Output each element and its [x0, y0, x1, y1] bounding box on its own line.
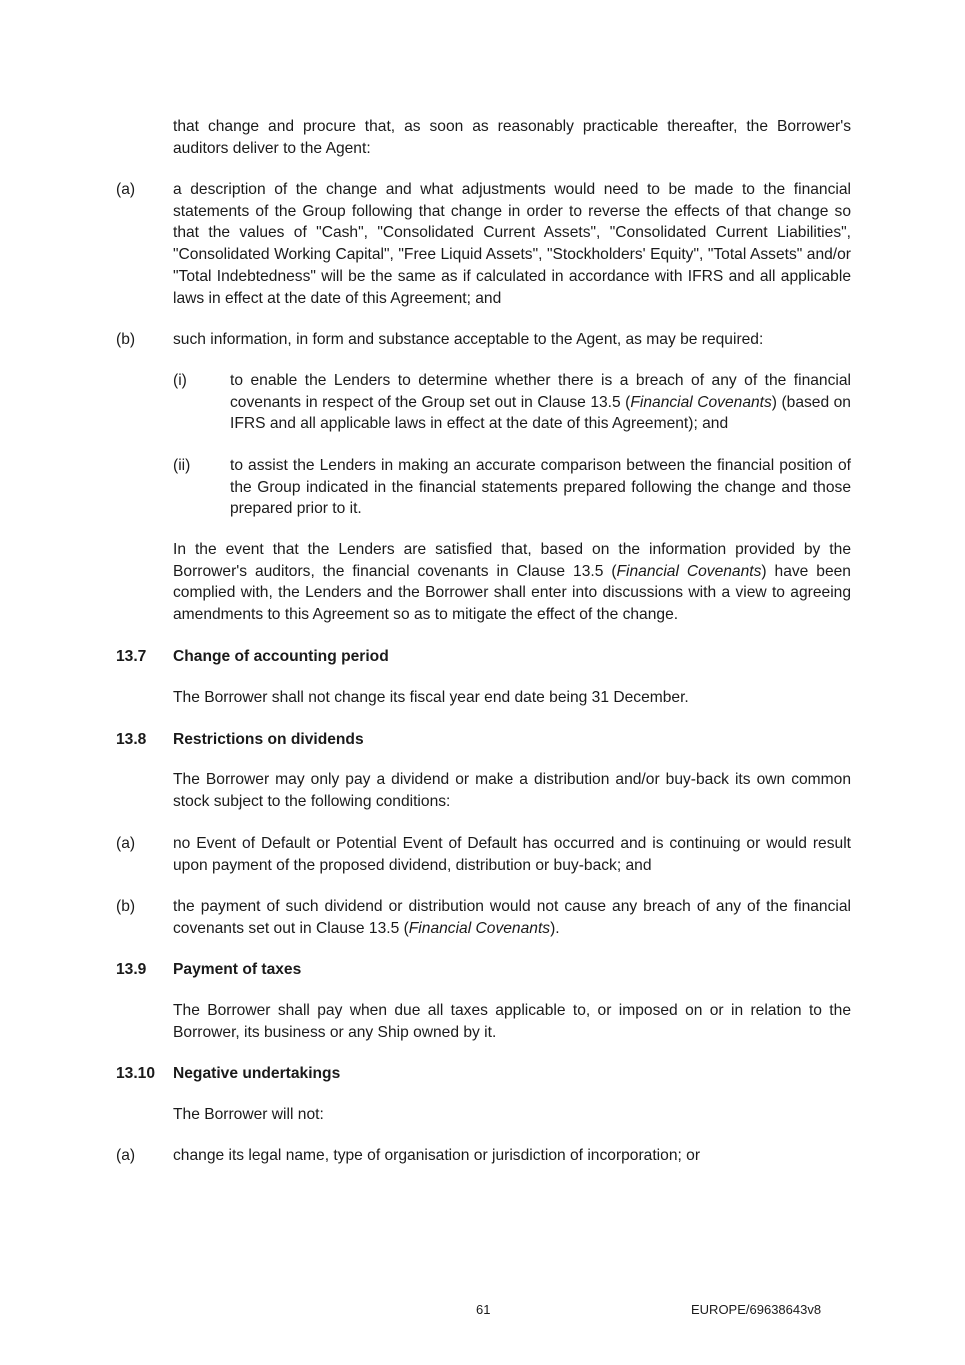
section-13-10-a-label: (a): [116, 1147, 136, 1164]
sub-item-i-text-before: to enable the Lenders to determine whether there is a breach of any of the financial covenants in respect of the Group set out in Clause 13.5 (: [230, 372, 851, 411]
section-13-10-title: Negative undertakings: [173, 1065, 341, 1082]
sub-item-ii-text: to assist the Lenders in making an accurate comparison between the financial position of the Group indicated in the financial statements prepared following the change and those prepared prior to it.: [230, 457, 851, 518]
document-reference: EUROPE/69638643v8: [691, 1302, 822, 1317]
sub-item-i-text: [230, 370, 851, 435]
section-13-9-title: Payment of taxes: [173, 961, 302, 978]
sub-item-ii-label: (ii): [173, 457, 191, 474]
section-13-7-number: 13.7: [116, 648, 147, 665]
section-13-9-body: The Borrower shall pay when due all taxes applicable to, or imposed on or in relation to the Borrower, its business or any Ship owned by it.: [173, 1002, 851, 1041]
section-13-8-b-text: [173, 896, 851, 939]
section-13-10-a-text: change its legal name, type of organisation or jurisdiction of incorporation; or: [173, 1147, 701, 1164]
sub-item-i-label: (i): [173, 372, 187, 389]
section-13-8-b-text-italic: Financial Covenants: [408, 919, 551, 937]
section-13-8-body: The Borrower may only pay a dividend or make a distribution and/or buy-back its own common stock subject to the following conditions:: [173, 771, 851, 810]
sub-item-i-text-italic: Financial Covenants: [630, 393, 772, 411]
section-13-8-a-text: no Event of Default or Potential Event of Default has occurred and is continuing or would result upon payment of the proposed dividend, distribution or buy-back; and: [173, 835, 851, 874]
section-13-8-title: Restrictions on dividends: [173, 731, 364, 748]
event-text-after: ) have been complied with, the Lenders and the Borrower shall enter into discussions with a view to agreeing amendments to this Agreement so as to mitigate the effect of the change.: [173, 562, 851, 624]
section-13-8-number: 13.8: [116, 731, 147, 748]
section-13-9-number: 13.9: [116, 961, 147, 978]
item-a-text: a description of the change and what adjustments would need to be made to the financial statements of the Group following that change in order to reverse the effects of that change so that the values of "Cash", "Consolidated Current Assets", "Consolidated Current Liabilities", "Consolidated Working Capital", "Free Liquid Assets", "Stockholders' Equity", "Total Assets" and/or "Total Indebtedness" will be the same as if calculated in accordance with IFRS and all applicable laws in effect at the date of this Agreement; and: [173, 181, 851, 307]
section-13-7-title: Change of accounting period: [173, 648, 389, 665]
event-paragraph: [173, 539, 851, 626]
section-13-8-b-label: (b): [116, 898, 136, 915]
item-b-text: such information, in form and substance acceptable to the Agent, as may be required:: [173, 331, 764, 348]
page-number: 61: [476, 1302, 491, 1317]
section-13-10-number: 13.10: [116, 1065, 156, 1082]
item-b-label: (b): [116, 331, 136, 348]
event-text-italic: Financial Covenants: [616, 562, 762, 580]
item-a-label: (a): [116, 181, 136, 198]
event-text-before: In the event that the Lenders are satisfied that, based on the information provided by the Borrower's auditors, the financial covenants in Clause 13.5 (: [173, 541, 851, 580]
section-13-10-body: The Borrower will not:: [173, 1106, 324, 1123]
intro-paragraph: that change and procure that, as soon as reasonably practicable thereafter, the Borrower's auditors deliver to the Agent:: [173, 118, 851, 157]
section-13-7-body: The Borrower shall not change its fiscal year end date being 31 December.: [173, 689, 689, 706]
section-13-8-b-text-after: ).: [550, 919, 560, 937]
section-13-8-a-label: (a): [116, 835, 136, 852]
sub-item-i-text-after: ) (based on IFRS and all applicable laws in effect at the date of this Agreement); and: [230, 393, 851, 433]
section-13-8-b-text-before: the payment of such dividend or distribution would not cause any breach of any of the financial covenants set out in Clause 13.5 (: [173, 898, 851, 937]
